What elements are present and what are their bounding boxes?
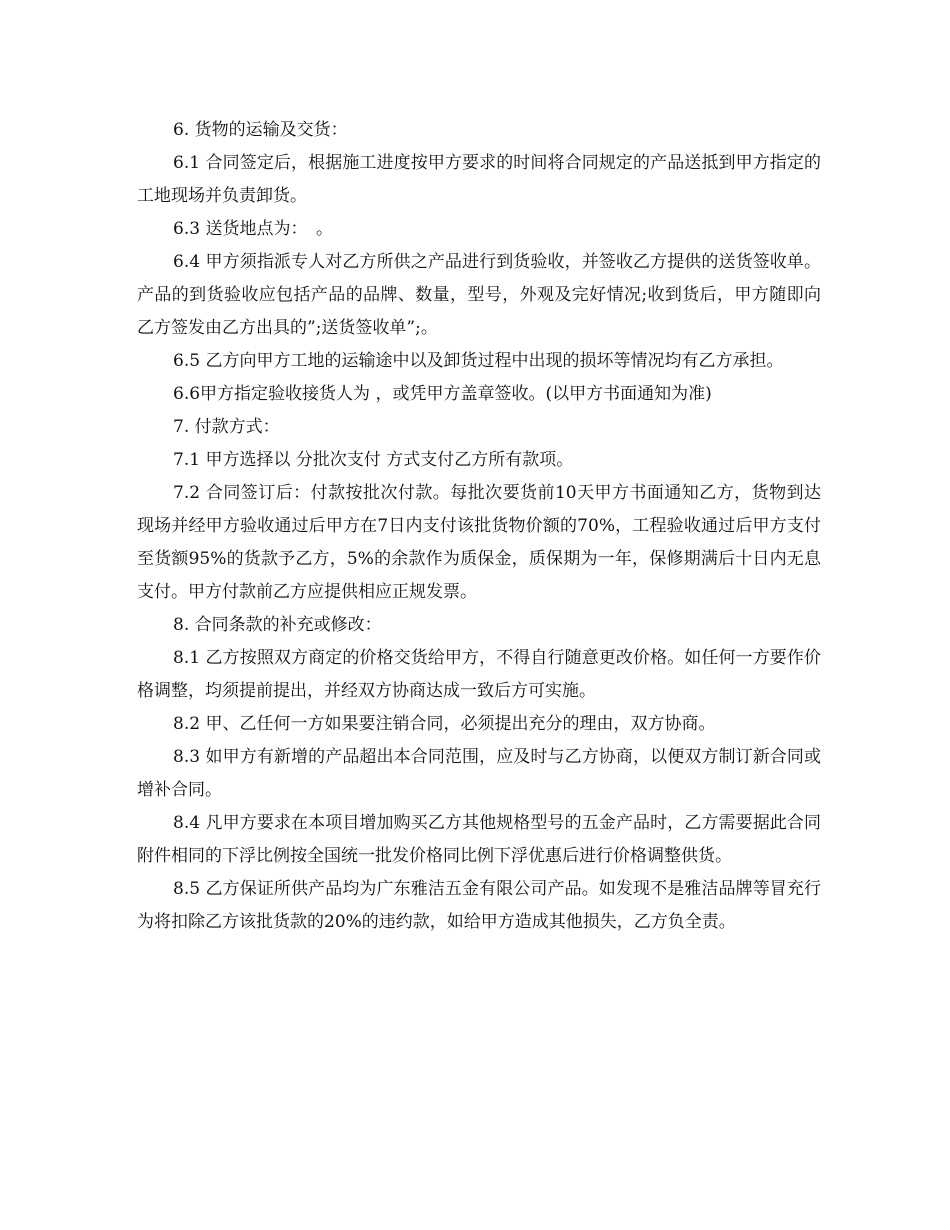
clause-6-3: 6.3 送货地点为： 。	[173, 219, 333, 239]
section-6-heading: 6. 货物的运输及交货：	[173, 120, 348, 140]
clause-7-1: 7.1 甲方选择以 分批次支付 方式支付乙方所有款项。	[173, 450, 574, 470]
clause-8-1: 8.1 乙方按照双方商定的价格交货给甲方，不得自行随意更改价格。如任何一方要作价格调整，均须提前提出，并经双方协商达成一致后方可实施。	[137, 648, 821, 701]
clause-8-2: 8.2 甲、乙任何一方如果要注销合同，必须提出充分的理由，双方协商。	[173, 714, 716, 734]
section-7-heading: 7. 付款方式：	[173, 417, 280, 437]
clause-8-3: 8.3 如甲方有新增的产品超出本合同范围，应及时与乙方协商，以便双方制订新合同或增补合同。	[137, 747, 821, 800]
section-8-heading: 8. 合同条款的补充或修改：	[173, 615, 382, 635]
clause-6-4: 6.4 甲方须指派专人对乙方所供之产品进行到货验收，并签收乙方提供的送货签收单。产品的到货验收应包括产品的品牌、数量，型号，外观及完好情况;收到货后，甲方随即向乙方签发由乙方出具的”;送货签收单”;。	[137, 252, 821, 338]
clause-6-5: 6.5 乙方向甲方工地的运输途中以及卸货过程中出现的损坏等情况均有乙方承担。	[173, 351, 784, 371]
clause-6-6: 6.6甲方指定验收接货人为 ，或凭甲方盖章签收。(以甲方书面通知为准)	[173, 384, 712, 404]
clause-8-5: 8.5 乙方保证所供产品均为广东雅洁五金有限公司产品。如发现不是雅洁品牌等冒充行为将扣除乙方该批货款的20%的违约款，如给甲方造成其他损失，乙方负全责。	[137, 879, 821, 932]
document-body	[137, 114, 821, 939]
clause-6-1: 6.1 合同签定后，根据施工进度按甲方要求的时间将合同规定的产品送抵到甲方指定的工地现场并负责卸货。	[137, 153, 821, 206]
clause-8-4: 8.4 凡甲方要求在本项目增加购买乙方其他规格型号的五金产品时，乙方需要据此合同附件相同的下浮比例按全国统一批发价格同比例下浮优惠后进行价格调整供货。	[137, 813, 821, 866]
clause-7-2: 7.2 合同签订后：付款按批次付款。每批次要货前10天甲方书面通知乙方，货物到达现场并经甲方验收通过后甲方在7日内支付该批货物价额的70%，工程验收通过后甲方支付至货额95%的货款予乙方，5%的余款作为质保金，质保期为一年，保修期满后十日内无息支付。甲方付款前乙方应提供相应正规发票。	[137, 483, 821, 602]
